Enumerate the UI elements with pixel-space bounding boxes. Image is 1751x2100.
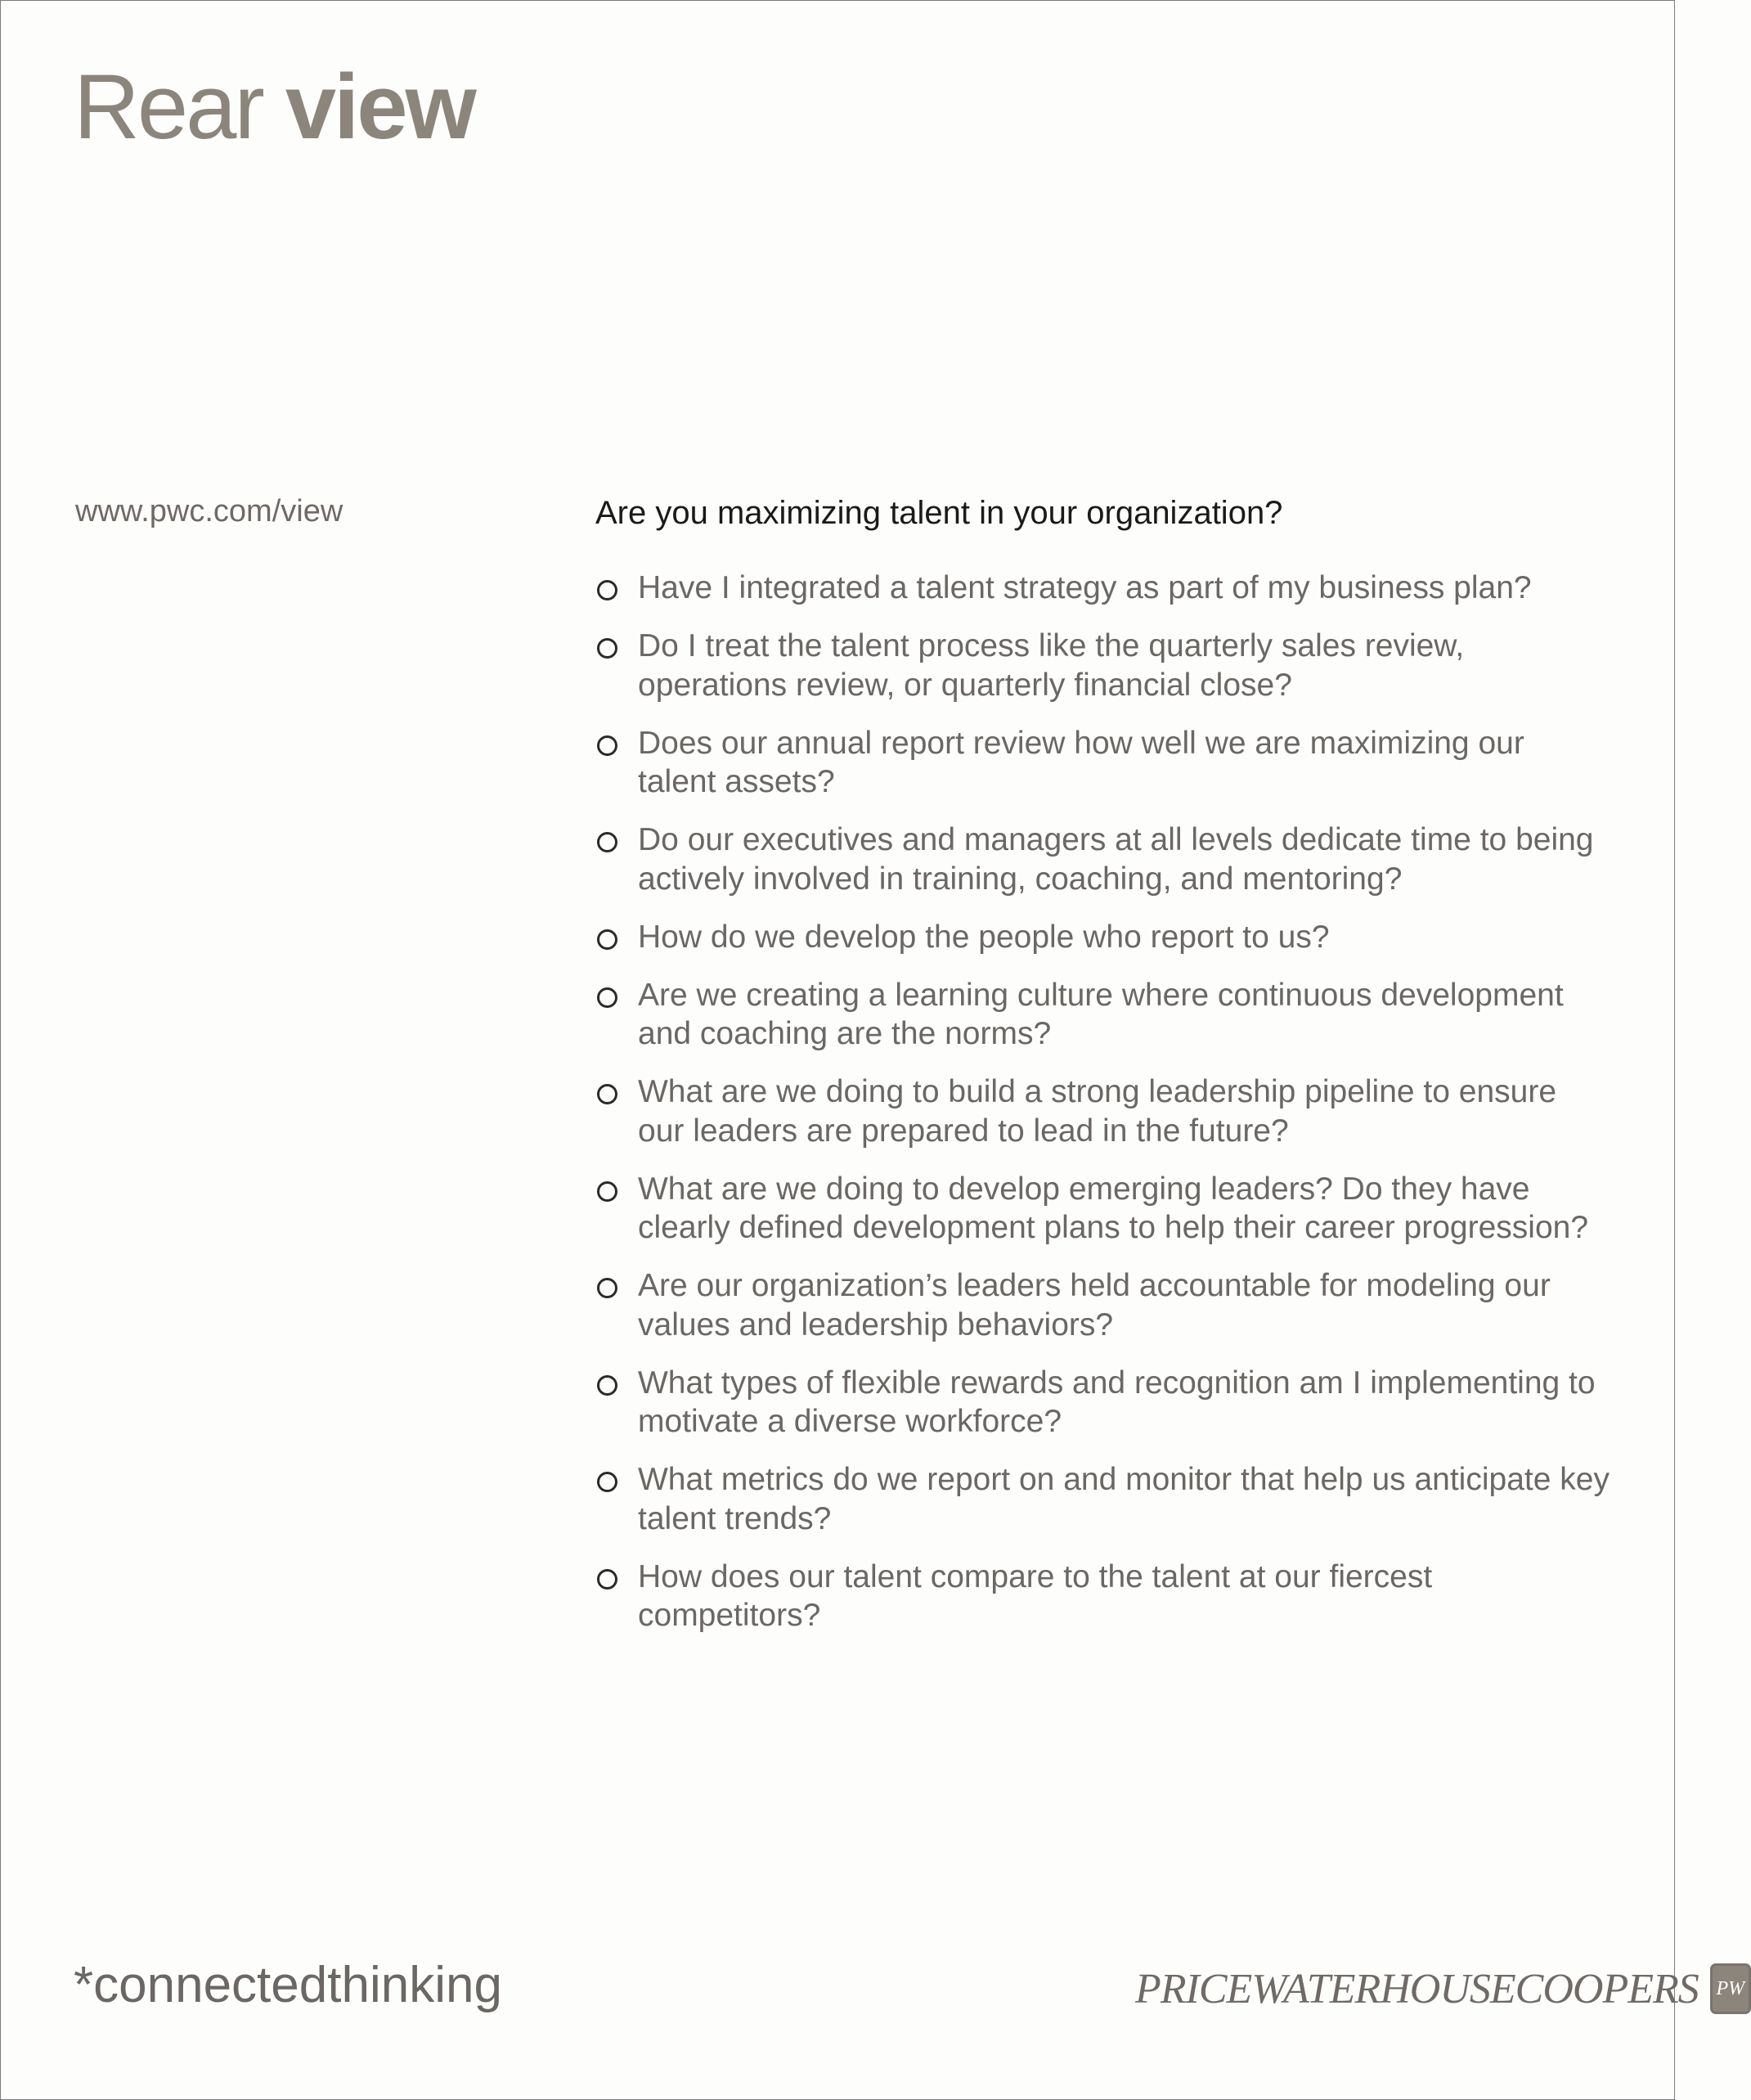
checklist-item-text: How does our talent compare to the talent at our fiercest competitors? <box>638 1558 1433 1633</box>
checklist-item-text: Are we creating a learning culture where continuous development and coaching are the norms? <box>638 977 1564 1051</box>
circle-outline-icon <box>597 1375 617 1396</box>
tagline: *connectedthinking <box>74 1957 502 2013</box>
logo-wordmark: PRICEWATERHOUSECOOPERS <box>1135 1965 1699 2012</box>
circle-outline-icon <box>597 1278 617 1298</box>
checklist-item-text: What are we doing to build a strong leadership pipeline to ensure our leaders are prepared to lead in the future? <box>638 1074 1557 1149</box>
checklist-item <box>595 724 1610 802</box>
checklist-item <box>595 627 1610 704</box>
checklist-item-text: Are our organization’s leaders held accountable for modeling our values and leadership behaviors? <box>638 1268 1551 1342</box>
checklist-item-text: Does our annual report review how well we are maximizing our talent assets? <box>638 725 1524 799</box>
checklist-item <box>595 918 1610 957</box>
checklist-item-text: How do we develop the people who report to us? <box>638 919 1330 955</box>
circle-outline-icon <box>597 1569 617 1590</box>
checklist-item <box>595 1364 1610 1441</box>
circle-outline-icon <box>597 929 617 950</box>
page-title-bold: view <box>285 56 474 158</box>
circle-outline-icon <box>597 1084 617 1104</box>
page-title <box>74 56 474 158</box>
checklist-item-text: Do our executives and managers at all levels dedicate time to being actively involved in training, coaching, and mentoring? <box>638 822 1594 897</box>
circle-outline-icon <box>597 987 617 1008</box>
checklist-item <box>595 1170 1610 1248</box>
checklist-item <box>595 1266 1610 1344</box>
circle-outline-icon <box>597 1472 617 1492</box>
checklist-item-text: Do I treat the talent process like the quarterly sales review, operations review, or quarterly financial close? <box>638 628 1465 703</box>
checklist-heading: Are you maximizing talent in your organization? <box>595 495 1283 531</box>
circle-outline-icon <box>597 1181 617 1202</box>
checklist-item-text: What metrics do we report on and monitor that help us anticipate key talent trends? <box>638 1462 1610 1536</box>
pwc-logo <box>1135 1957 1751 2021</box>
checklist-item <box>595 821 1610 898</box>
circle-outline-icon <box>597 735 617 756</box>
circle-outline-icon <box>597 638 617 659</box>
checklist-item-text: What types of flexible rewards and recognition am I implementing to motivate a diverse workforce? <box>638 1365 1596 1439</box>
checklist-item-text: What are we doing to develop emerging leaders? Do they have clearly defined development plans to help their career progression? <box>638 1171 1589 1245</box>
checklist-item-text: Have I integrated a talent strategy as part of my business plan? <box>638 570 1532 605</box>
checklist-item <box>595 569 1610 608</box>
circle-outline-icon <box>597 832 617 852</box>
checklist-item <box>595 1558 1610 1635</box>
checklist-item <box>595 1072 1610 1150</box>
pwc-badge-icon: PW <box>1710 1963 1751 2014</box>
page-title-light: Rear <box>74 56 263 158</box>
circle-outline-icon <box>597 580 617 600</box>
checklist-item <box>595 976 1610 1054</box>
website-url: www.pwc.com/view <box>75 494 343 528</box>
question-checklist <box>595 569 1610 1654</box>
checklist-item <box>595 1460 1610 1538</box>
